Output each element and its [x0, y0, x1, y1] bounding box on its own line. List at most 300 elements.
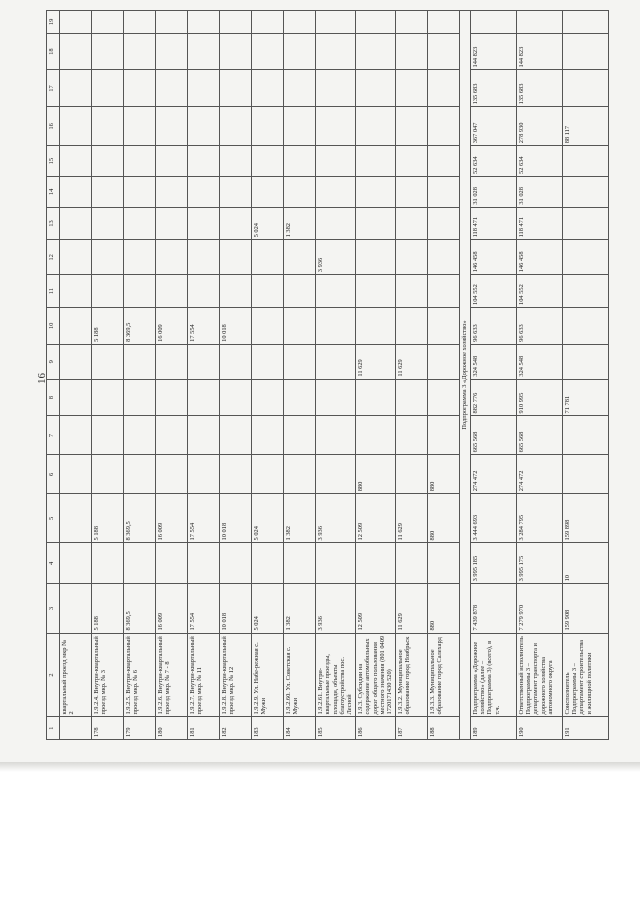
value-cell: 31 028 — [470, 176, 516, 207]
value-cell — [395, 146, 427, 177]
value-cell: 5 024 — [252, 207, 284, 240]
rotated-table-container — [46, 10, 596, 740]
value-cell — [92, 344, 124, 379]
value-cell — [188, 275, 220, 308]
value-cell: 880 — [355, 455, 395, 494]
value-cell — [92, 416, 124, 455]
value-cell — [355, 207, 395, 240]
column-header: 2 — [47, 633, 60, 717]
value-cell: 16 009 — [156, 494, 188, 543]
value-cell — [188, 70, 220, 107]
value-cell: 118 471 — [470, 207, 516, 240]
value-cell — [220, 455, 252, 494]
value-cell — [470, 11, 516, 34]
value-cell — [92, 146, 124, 177]
table-row — [562, 11, 608, 740]
value-cell: 1 382 — [284, 584, 316, 633]
value-cell: 1 382 — [284, 494, 316, 543]
value-cell — [220, 146, 252, 177]
value-cell — [395, 416, 427, 455]
value-cell — [156, 240, 188, 275]
value-cell: 665 568 — [516, 416, 562, 455]
value-cell — [284, 416, 316, 455]
value-cell — [156, 344, 188, 379]
value-cell — [284, 543, 316, 584]
value-cell — [124, 240, 156, 275]
value-cell — [220, 416, 252, 455]
value-cell — [284, 455, 316, 494]
table-row — [516, 11, 562, 740]
value-cell — [156, 275, 188, 308]
row-name: 1.9.3. Субсидии на содержание автомобильных дорог общего пользования местного значения (801 0409 1720171430 520) — [355, 633, 395, 717]
value-cell — [252, 11, 284, 34]
value-cell: 8 369,5 — [124, 307, 156, 344]
value-cell — [156, 146, 188, 177]
value-cell — [252, 344, 284, 379]
value-cell — [156, 107, 188, 146]
value-cell: 5 188 — [92, 494, 124, 543]
page-number: 16 — [36, 373, 48, 384]
value-cell — [284, 146, 316, 177]
value-cell — [220, 275, 252, 308]
table-row — [355, 11, 395, 740]
column-header: 7 — [47, 416, 60, 455]
row-number: 185 — [316, 717, 356, 740]
value-cell — [427, 176, 459, 207]
value-cell — [92, 70, 124, 107]
value-cell — [395, 307, 427, 344]
column-header: 18 — [47, 33, 60, 70]
value-cell — [252, 176, 284, 207]
value-cell — [316, 176, 356, 207]
value-cell — [284, 70, 316, 107]
value-cell — [156, 455, 188, 494]
column-header: 10 — [47, 307, 60, 344]
table-row — [252, 11, 284, 740]
value-cell — [220, 207, 252, 240]
value-cell — [60, 455, 92, 494]
row-name: Подпрограмма «Дорожное хозяйство» (далее – Подпрограмма 3) (всего), в т.ч. — [470, 633, 516, 717]
row-number: 179 — [124, 717, 156, 740]
row-number: 184 — [284, 717, 316, 740]
value-cell — [60, 70, 92, 107]
value-cell — [252, 416, 284, 455]
table-row — [470, 11, 516, 740]
table-row — [316, 11, 356, 740]
value-cell — [284, 107, 316, 146]
row-name: квартальный проезд мкр № 2 — [60, 633, 92, 717]
value-cell — [355, 70, 395, 107]
value-cell: 16 009 — [156, 584, 188, 633]
value-cell — [395, 207, 427, 240]
value-cell — [355, 307, 395, 344]
value-cell — [156, 70, 188, 107]
value-cell: 5 024 — [252, 584, 284, 633]
value-cell — [60, 11, 92, 34]
value-cell — [395, 275, 427, 308]
value-cell: 88 117 — [562, 107, 608, 146]
column-header: 8 — [47, 379, 60, 416]
table-row — [92, 11, 124, 740]
value-cell: 3 995 175 — [516, 543, 562, 584]
value-cell — [188, 416, 220, 455]
value-cell — [92, 33, 124, 70]
column-header: 1 — [47, 717, 60, 740]
value-cell — [316, 146, 356, 177]
value-cell: 5 188 — [92, 307, 124, 344]
value-cell — [252, 307, 284, 344]
value-cell — [427, 70, 459, 107]
value-cell — [316, 379, 356, 416]
value-cell: 144 823 — [470, 33, 516, 70]
row-number: 189 — [470, 717, 516, 740]
value-cell — [284, 240, 316, 275]
value-cell — [188, 11, 220, 34]
row-name: 1.9.2.7. Внутри-квартальный проезд мкр. № 11 — [188, 633, 220, 717]
value-cell — [252, 543, 284, 584]
column-header: 17 — [47, 70, 60, 107]
value-cell: 10 018 — [220, 494, 252, 543]
value-cell: 146 458 — [470, 240, 516, 275]
value-cell — [124, 176, 156, 207]
row-number: 180 — [156, 717, 188, 740]
value-cell — [220, 33, 252, 70]
value-cell: 880 — [427, 584, 459, 633]
value-cell — [427, 379, 459, 416]
value-cell — [427, 275, 459, 308]
value-cell — [427, 207, 459, 240]
value-cell — [60, 176, 92, 207]
value-cell — [284, 33, 316, 70]
value-cell: 135 683 — [516, 70, 562, 107]
value-cell: 3 936 — [316, 584, 356, 633]
value-cell — [188, 543, 220, 584]
column-header: 4 — [47, 543, 60, 584]
value-cell — [316, 107, 356, 146]
value-cell: 3 995 185 — [470, 543, 516, 584]
value-cell — [252, 70, 284, 107]
value-cell: 665 568 — [470, 416, 516, 455]
row-name: 1.9.2.9. Ул. Набе-режная с. Мужи — [252, 633, 284, 717]
value-cell — [395, 543, 427, 584]
table-row — [60, 11, 92, 740]
value-cell: 278 930 — [516, 107, 562, 146]
value-cell — [124, 70, 156, 107]
value-cell: 159 898 — [562, 494, 608, 543]
value-cell: 367 047 — [470, 107, 516, 146]
value-cell — [284, 307, 316, 344]
table-row — [395, 11, 427, 740]
value-cell — [252, 455, 284, 494]
value-cell: 52 634 — [516, 146, 562, 177]
value-cell: 96 633 — [470, 307, 516, 344]
row-number — [60, 717, 92, 740]
column-header: 16 — [47, 107, 60, 146]
row-number: 190 — [516, 717, 562, 740]
value-cell — [252, 33, 284, 70]
value-cell — [188, 207, 220, 240]
value-cell: 17 554 — [188, 584, 220, 633]
column-header: 13 — [47, 207, 60, 240]
row-number: 187 — [395, 717, 427, 740]
value-cell — [220, 543, 252, 584]
row-number: 182 — [220, 717, 252, 740]
value-cell — [124, 107, 156, 146]
value-cell — [252, 146, 284, 177]
value-cell — [60, 33, 92, 70]
value-cell — [316, 70, 356, 107]
value-cell: 144 823 — [516, 33, 562, 70]
value-cell — [92, 176, 124, 207]
value-cell: 104 552 — [516, 275, 562, 308]
value-cell — [92, 455, 124, 494]
row-name: 1.9.3.2. Муниципальное образование город Ноябрьск — [395, 633, 427, 717]
value-cell — [355, 11, 395, 34]
value-cell — [60, 146, 92, 177]
value-cell: 104 552 — [470, 275, 516, 308]
value-cell: 135 683 — [470, 70, 516, 107]
value-cell: 52 634 — [470, 146, 516, 177]
value-cell — [316, 207, 356, 240]
value-cell: 910 995 — [516, 379, 562, 416]
value-cell: 159 908 — [562, 584, 608, 633]
value-cell — [355, 176, 395, 207]
value-cell — [427, 240, 459, 275]
value-cell: 11 629 — [395, 344, 427, 379]
section-title: Подпрограмма 3 «Дорожное хозяйство» — [459, 11, 470, 740]
value-cell — [355, 275, 395, 308]
value-cell — [188, 240, 220, 275]
column-header: 11 — [47, 275, 60, 308]
value-cell: 12 509 — [355, 494, 395, 543]
value-cell — [562, 33, 608, 70]
value-cell — [395, 107, 427, 146]
value-cell — [516, 11, 562, 34]
value-cell — [220, 11, 252, 34]
value-cell — [60, 207, 92, 240]
value-cell — [355, 379, 395, 416]
row-name: 1.9.3.3. Муниципальное образование город Салехард — [427, 633, 459, 717]
section-row — [459, 11, 470, 740]
value-cell — [124, 543, 156, 584]
value-cell — [355, 416, 395, 455]
value-cell — [395, 33, 427, 70]
row-name: 1.9.2.8. Внутри-квартальный проезд мкр. № 12 — [220, 633, 252, 717]
value-cell — [220, 70, 252, 107]
value-cell — [562, 416, 608, 455]
value-cell — [355, 240, 395, 275]
value-cell — [60, 344, 92, 379]
value-cell: 10 018 — [220, 307, 252, 344]
value-cell — [252, 107, 284, 146]
value-cell: 324 548 — [470, 344, 516, 379]
value-cell — [124, 146, 156, 177]
value-cell — [316, 455, 356, 494]
value-cell — [316, 33, 356, 70]
value-cell: 96 633 — [516, 307, 562, 344]
value-cell — [188, 379, 220, 416]
column-header: 15 — [47, 146, 60, 177]
value-cell — [284, 379, 316, 416]
value-cell: 71 781 — [562, 379, 608, 416]
value-cell — [316, 275, 356, 308]
table-row — [220, 11, 252, 740]
row-name: 1.9.2.61. Внутри-квартальные проезды, площади, объекты благоустройства пос. Лесной — [316, 633, 356, 717]
value-cell — [188, 455, 220, 494]
value-cell — [60, 275, 92, 308]
table-row — [427, 11, 459, 740]
value-cell: 7 439 878 — [470, 584, 516, 633]
value-cell — [188, 33, 220, 70]
value-cell — [156, 33, 188, 70]
value-cell — [92, 240, 124, 275]
value-cell — [220, 176, 252, 207]
value-cell — [562, 455, 608, 494]
value-cell — [60, 543, 92, 584]
value-cell: 11 629 — [355, 344, 395, 379]
budget-table — [46, 10, 609, 740]
value-cell — [124, 379, 156, 416]
value-cell — [562, 146, 608, 177]
value-cell — [92, 543, 124, 584]
value-cell — [124, 275, 156, 308]
value-cell — [395, 455, 427, 494]
value-cell — [427, 33, 459, 70]
value-cell: 11 629 — [395, 494, 427, 543]
row-name: Ответственный исполнитель Подпрограммы 3 – департамент транспорта и дорожного хозяйства автономного округа — [516, 633, 562, 717]
value-cell — [156, 379, 188, 416]
value-cell — [316, 11, 356, 34]
value-cell — [284, 275, 316, 308]
value-cell — [60, 240, 92, 275]
value-cell — [562, 207, 608, 240]
column-header: 19 — [47, 11, 60, 34]
value-cell — [124, 416, 156, 455]
value-cell — [156, 543, 188, 584]
row-name: 1.9.2.5. Внутри-квартальный проезд мкр. № 6 — [124, 633, 156, 717]
value-cell — [60, 107, 92, 146]
value-cell — [92, 275, 124, 308]
value-cell — [252, 379, 284, 416]
column-header: 6 — [47, 455, 60, 494]
value-cell — [60, 379, 92, 416]
value-cell: 16 009 — [156, 307, 188, 344]
value-cell: 10 — [562, 543, 608, 584]
value-cell: 7 279 970 — [516, 584, 562, 633]
value-cell: 274 472 — [516, 455, 562, 494]
value-cell — [124, 11, 156, 34]
value-cell — [316, 344, 356, 379]
value-cell — [562, 344, 608, 379]
value-cell — [60, 416, 92, 455]
value-cell: 8 369,5 — [124, 494, 156, 543]
header-row — [47, 11, 60, 740]
value-cell — [562, 11, 608, 34]
value-cell — [252, 275, 284, 308]
value-cell — [124, 33, 156, 70]
value-cell — [60, 494, 92, 543]
value-cell — [395, 379, 427, 416]
value-cell — [220, 379, 252, 416]
value-cell: 118 471 — [516, 207, 562, 240]
value-cell: 5 024 — [252, 494, 284, 543]
value-cell: 11 629 — [395, 584, 427, 633]
value-cell — [316, 543, 356, 584]
value-cell — [562, 70, 608, 107]
value-cell — [427, 11, 459, 34]
value-cell: 31 028 — [516, 176, 562, 207]
value-cell — [284, 176, 316, 207]
value-cell: 17 554 — [188, 307, 220, 344]
scan-edge-shadow — [0, 762, 640, 772]
rotated-table-frame — [46, 10, 596, 740]
value-cell — [355, 146, 395, 177]
row-number: 183 — [252, 717, 284, 740]
value-cell: 5 188 — [92, 584, 124, 633]
value-cell — [156, 11, 188, 34]
value-cell: 274 472 — [470, 455, 516, 494]
value-cell — [124, 207, 156, 240]
row-number: 181 — [188, 717, 220, 740]
value-cell — [156, 207, 188, 240]
value-cell: 3 936 — [316, 240, 356, 275]
value-cell: 880 — [427, 494, 459, 543]
value-cell: 3 444 693 — [470, 494, 516, 543]
value-cell — [427, 543, 459, 584]
value-cell — [562, 307, 608, 344]
value-cell — [427, 344, 459, 379]
value-cell — [92, 207, 124, 240]
value-cell — [427, 416, 459, 455]
row-number: 188 — [427, 717, 459, 740]
value-cell — [156, 176, 188, 207]
value-cell — [562, 176, 608, 207]
value-cell: 3 936 — [316, 494, 356, 543]
value-cell — [395, 70, 427, 107]
value-cell: 882 776 — [470, 379, 516, 416]
value-cell — [316, 307, 356, 344]
column-header: 12 — [47, 240, 60, 275]
value-cell — [427, 146, 459, 177]
value-cell — [562, 240, 608, 275]
value-cell — [562, 275, 608, 308]
column-header: 14 — [47, 176, 60, 207]
value-cell — [220, 107, 252, 146]
row-number: 191 — [562, 717, 608, 740]
value-cell — [92, 379, 124, 416]
row-name: Соисполнитель Подпрограммы 3 – департамент строительства и жилищной политики — [562, 633, 608, 717]
value-cell — [284, 344, 316, 379]
column-header: 5 — [47, 494, 60, 543]
value-cell — [395, 176, 427, 207]
value-cell — [220, 240, 252, 275]
value-cell — [395, 240, 427, 275]
table-row — [124, 11, 156, 740]
value-cell: 880 — [427, 455, 459, 494]
value-cell — [188, 176, 220, 207]
table-row — [188, 11, 220, 740]
value-cell — [316, 416, 356, 455]
value-cell — [284, 11, 316, 34]
value-cell — [60, 584, 92, 633]
table-row — [284, 11, 316, 740]
value-cell — [252, 240, 284, 275]
value-cell — [427, 107, 459, 146]
row-number: 178 — [92, 717, 124, 740]
row-number: 186 — [355, 717, 395, 740]
value-cell: 3 284 795 — [516, 494, 562, 543]
value-cell: 10 018 — [220, 584, 252, 633]
